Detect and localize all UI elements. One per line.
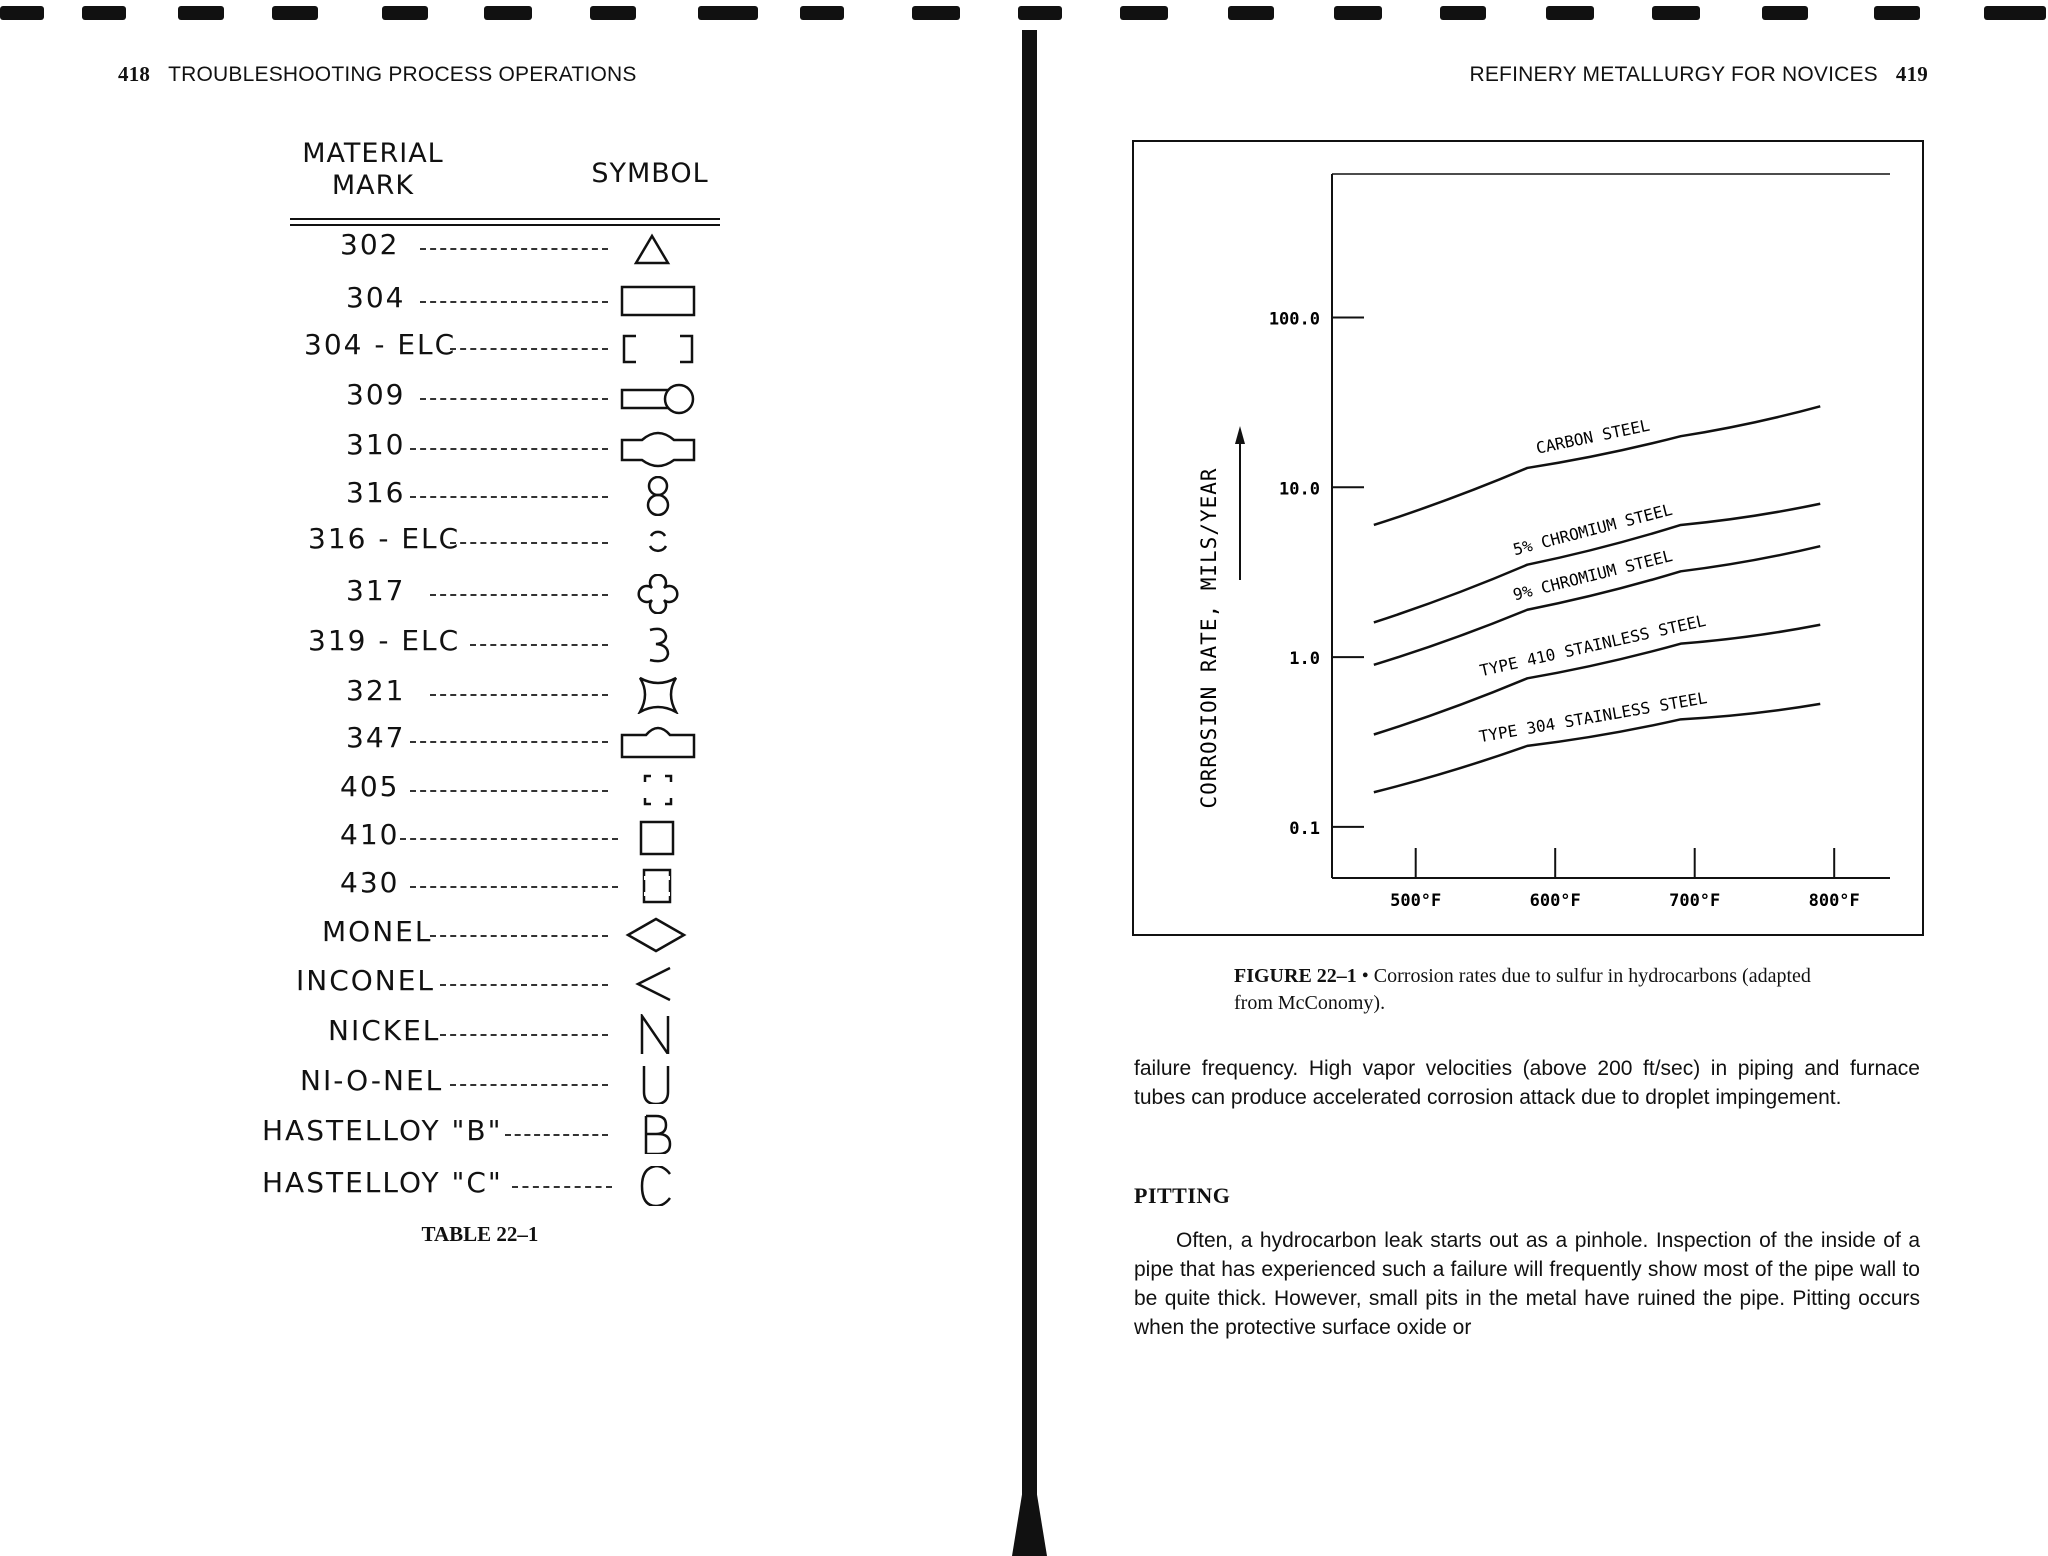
table-header-material-mark: MATERIAL MARK bbox=[302, 138, 444, 201]
y-tick-label: 1.0 bbox=[1289, 649, 1320, 670]
table-row bbox=[250, 770, 720, 810]
table-rule bbox=[290, 218, 720, 220]
material-mark: 405 bbox=[340, 770, 400, 803]
material-mark: NICKEL bbox=[328, 1014, 441, 1047]
table-row bbox=[250, 476, 720, 516]
table-row bbox=[250, 1064, 720, 1104]
table-row bbox=[250, 1114, 720, 1154]
material-mark: 347 bbox=[346, 721, 406, 754]
table-row bbox=[250, 624, 720, 664]
y-axis-label: CORROSION RATE, MILS/YEAR bbox=[1197, 467, 1221, 809]
leader-dashes bbox=[512, 1186, 612, 1188]
table-row bbox=[250, 915, 720, 955]
figure-label: FIGURE 22–1 bbox=[1234, 965, 1357, 987]
table-row bbox=[250, 1166, 720, 1206]
concave-star-icon bbox=[618, 674, 698, 714]
body-paragraph: failure frequency. High vapor velocities (above 200 ft/sec) in piping and furnace tubes can produce accelerated corrosion attack due to droplet impingement. bbox=[1134, 1057, 1920, 1109]
running-head-left-title: TROUBLESHOOTING PROCESS OPERATIONS bbox=[168, 63, 637, 86]
leader-dashes bbox=[450, 348, 608, 350]
leader-dashes bbox=[450, 1084, 608, 1086]
open-bracket-rectangle-icon bbox=[618, 328, 698, 368]
table-row bbox=[250, 818, 720, 858]
book-spine-shadow bbox=[1012, 1470, 1047, 1556]
leader-dashes bbox=[410, 448, 608, 450]
leader-dashes bbox=[410, 496, 608, 498]
material-mark: HASTELLOY "B" bbox=[262, 1114, 503, 1147]
table-row bbox=[250, 522, 720, 562]
leader-dashes bbox=[430, 935, 608, 937]
table-row bbox=[250, 281, 720, 321]
series-line bbox=[1374, 406, 1820, 525]
material-mark: 319 - ELC bbox=[308, 624, 461, 657]
letter-n-icon bbox=[618, 1014, 698, 1054]
table-row bbox=[250, 1014, 720, 1054]
running-head-right bbox=[1469, 62, 1928, 87]
corrosion-rate-chart bbox=[1132, 140, 1922, 934]
table-header-symbol: SYMBOL bbox=[591, 158, 709, 189]
leader-dashes bbox=[450, 542, 608, 544]
material-mark: 316 - ELC bbox=[308, 522, 461, 555]
rectangle-with-circle-right-icon bbox=[618, 378, 698, 418]
material-mark: 316 bbox=[346, 476, 406, 509]
material-mark: 321 bbox=[346, 674, 406, 707]
less-than-icon bbox=[618, 964, 698, 1004]
table-row bbox=[250, 378, 720, 418]
up-arrow-icon bbox=[1235, 426, 1245, 580]
material-mark: 310 bbox=[346, 428, 406, 461]
letter-b-icon bbox=[618, 1114, 698, 1154]
rectangle-icon bbox=[618, 281, 698, 321]
material-mark: 309 bbox=[346, 378, 406, 411]
series-label: CARBON STEEL bbox=[1534, 415, 1652, 458]
book-spine bbox=[1022, 30, 1037, 1556]
x-tick-label: 700°F bbox=[1669, 891, 1721, 911]
table-row bbox=[250, 721, 720, 761]
material-mark: 317 bbox=[346, 574, 406, 607]
leader-dashes bbox=[440, 1034, 608, 1036]
material-mark: 302 bbox=[340, 228, 400, 261]
numeral-three-icon bbox=[618, 624, 698, 664]
leader-dashes bbox=[410, 886, 618, 888]
chart-series bbox=[1374, 406, 1820, 792]
leader-dashes bbox=[420, 398, 608, 400]
page-number-left: 418 bbox=[118, 62, 151, 86]
series-label: 5% CHROMIUM STEEL bbox=[1510, 499, 1675, 560]
chart-ticks bbox=[1269, 309, 1860, 911]
leader-dashes bbox=[410, 790, 608, 792]
table-row bbox=[250, 964, 720, 1004]
material-mark: INCONEL bbox=[296, 964, 436, 997]
spiral-binding bbox=[0, 0, 2048, 26]
square-with-bars-icon bbox=[618, 866, 698, 906]
material-mark: 304 bbox=[346, 281, 406, 314]
leader-dashes bbox=[440, 984, 608, 986]
table-row bbox=[250, 428, 720, 468]
broken-figure-eight-icon bbox=[618, 522, 698, 562]
x-tick-label: 500°F bbox=[1390, 891, 1442, 911]
x-tick-label: 600°F bbox=[1529, 891, 1581, 911]
page-number-right: 419 bbox=[1895, 62, 1928, 86]
triangle-icon bbox=[618, 228, 698, 268]
leader-dashes bbox=[420, 248, 608, 250]
y-tick-label: 100.0 bbox=[1268, 309, 1320, 330]
material-mark: NI-O-NEL bbox=[300, 1064, 444, 1097]
table-row bbox=[250, 228, 720, 268]
running-head-left bbox=[118, 62, 637, 87]
dashed-corners-square-icon bbox=[618, 770, 698, 810]
quatrefoil-icon bbox=[618, 574, 698, 614]
square-icon bbox=[618, 818, 698, 858]
figure-caption-text: • Corrosion rates due to sulfur in hydrocarbons (adapted from McConomy). bbox=[1234, 965, 1811, 1014]
leader-dashes bbox=[400, 838, 618, 840]
table-row bbox=[250, 328, 720, 368]
table-row bbox=[250, 866, 720, 906]
y-tick-label: 10.0 bbox=[1279, 479, 1320, 500]
letter-u-icon bbox=[618, 1064, 698, 1104]
table-row bbox=[250, 574, 720, 614]
diamond-icon bbox=[618, 915, 698, 955]
material-mark: 304 - ELC bbox=[304, 328, 457, 361]
leader-dashes bbox=[470, 644, 608, 646]
material-mark: 430 bbox=[340, 866, 400, 899]
y-tick-label: 0.1 bbox=[1289, 818, 1320, 839]
material-mark: MONEL bbox=[322, 915, 433, 948]
table-row bbox=[250, 674, 720, 714]
series-label: 9% CHROMIUM STEEL bbox=[1510, 546, 1675, 605]
figure-caption bbox=[1234, 963, 1834, 1017]
rectangle-with-bump-icon bbox=[618, 428, 698, 468]
leader-dashes bbox=[430, 694, 608, 696]
running-head-right-title: REFINERY METALLURGY FOR NOVICES bbox=[1469, 63, 1878, 86]
material-mark: 410 bbox=[340, 818, 400, 851]
section-heading: PITTING bbox=[1134, 1183, 1231, 1208]
body-paragraph: Often, a hydrocarbon leak starts out as a pinhole. Inspection of the inside of a pipe that has experienced such a failure will frequently show most of the pipe wall to be quite thick. However, small pits in the metal have ruined the pipe. Pitting occurs when the protective surface oxide or bbox=[1134, 1229, 1920, 1339]
material-mark: HASTELLOY "C" bbox=[262, 1166, 503, 1199]
leader-dashes bbox=[430, 594, 608, 596]
table-rule bbox=[290, 224, 720, 226]
letter-c-icon bbox=[618, 1166, 698, 1206]
leader-dashes bbox=[505, 1134, 608, 1136]
x-tick-label: 800°F bbox=[1808, 891, 1860, 911]
table-caption: TABLE 22–1 bbox=[421, 1222, 539, 1246]
leader-dashes bbox=[420, 301, 608, 303]
leader-dashes bbox=[410, 741, 608, 743]
rectangle-with-dome-icon bbox=[618, 721, 698, 761]
chart-series-labels bbox=[1478, 416, 1709, 747]
figure-eight-icon bbox=[618, 476, 698, 516]
series-label: TYPE 410 STAINLESS STEEL bbox=[1477, 610, 1708, 681]
series-label: TYPE 304 STAINLESS STEEL bbox=[1477, 688, 1709, 747]
